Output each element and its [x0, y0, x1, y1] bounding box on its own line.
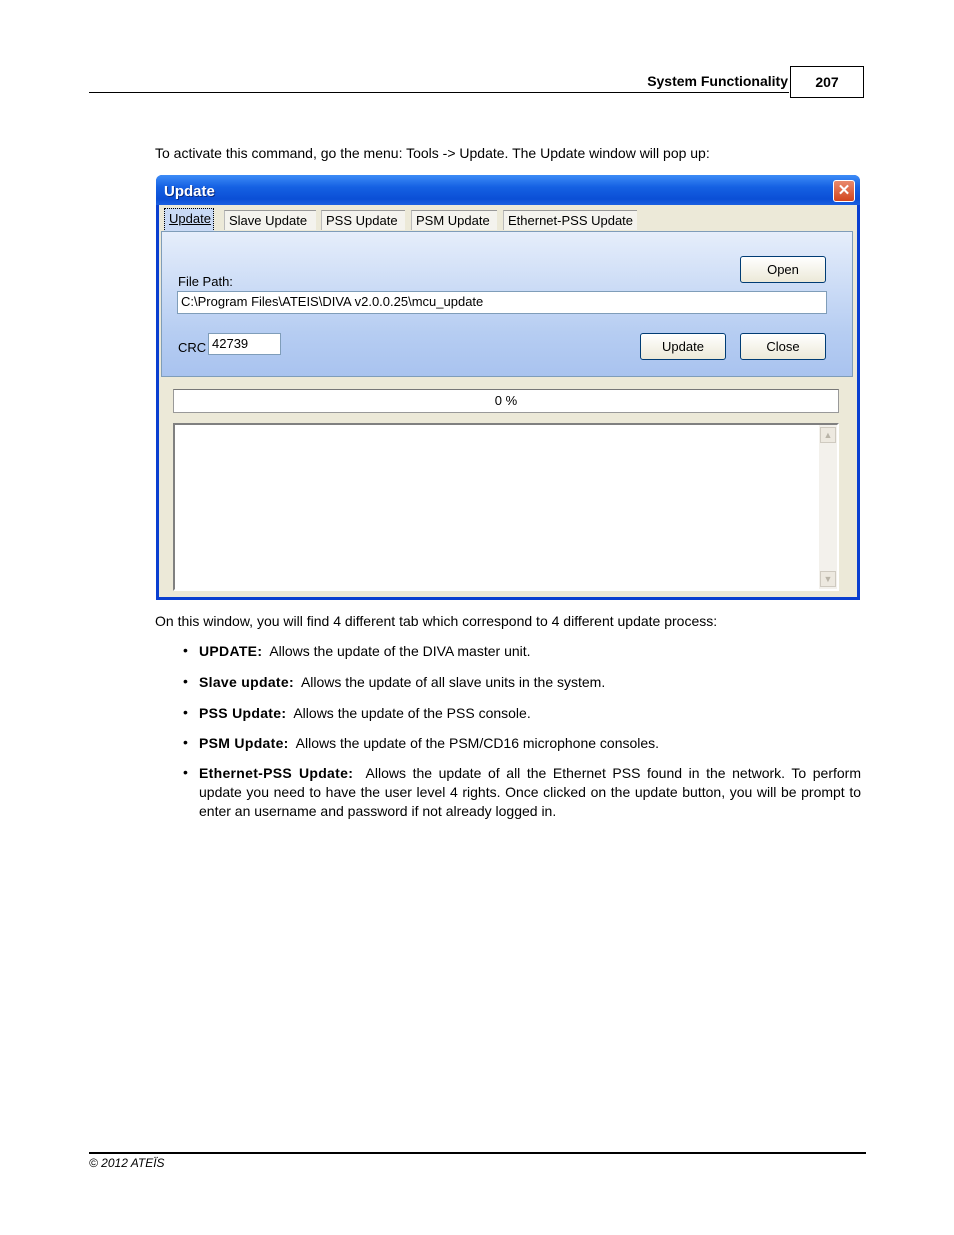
tab-slave-update[interactable]: Slave Update [224, 210, 316, 230]
bullet-term: Slave update: [199, 674, 294, 690]
bullet-icon: • [183, 704, 188, 720]
close-icon[interactable]: ✕ [833, 180, 855, 202]
page-number: 207 [790, 66, 864, 98]
bullet-icon: • [183, 673, 188, 689]
vertical-scrollbar[interactable] [819, 425, 837, 589]
bullet-term: Ethernet-PSS Update: [199, 765, 354, 781]
bullet-icon: • [183, 642, 188, 658]
description-paragraph: On this window, you will find 4 different tab which correspond to 4 different update process: [155, 613, 718, 629]
open-button[interactable]: Open [740, 256, 826, 283]
bullet-term: UPDATE: [199, 643, 263, 659]
intro-paragraph: To activate this command, go the menu: Tools -> Update. The Update window will pop up: [155, 145, 710, 161]
file-path-label: File Path: [178, 274, 233, 289]
update-panel [161, 231, 853, 377]
window-client [159, 205, 857, 597]
tab-pss-update[interactable]: PSS Update [321, 210, 405, 230]
close-button[interactable]: Close [740, 333, 826, 360]
tab-psm-update[interactable]: PSM Update [411, 210, 497, 230]
footer-rule [89, 1152, 866, 1154]
header-rule [89, 92, 789, 93]
log-textarea[interactable] [173, 423, 839, 591]
bullet-text: Allows the update of all the Ethernet PSS found in the network. To perform update you need to have the user level 4 rights. Once clicked on the update button, you will be prompt to enter an username and password if not already logged in. [199, 765, 861, 819]
bullet-text: Allows the update of the DIVA master unit. [269, 643, 531, 659]
title-bar [156, 175, 860, 205]
tab-ethernet-pss-update[interactable]: Ethernet-PSS Update [503, 210, 637, 230]
bullet-term: PSS Update: [199, 705, 287, 721]
tab-update[interactable]: Update [164, 208, 214, 232]
window-title: Update [164, 183, 215, 200]
bullet-term: PSM Update: [199, 735, 289, 751]
progress-bar: 0 % [173, 389, 839, 413]
bullet-text: Allows the update of the PSS console. [293, 705, 531, 721]
bullet-text: Allows the update of the PSM/CD16 microphone consoles. [295, 735, 660, 751]
bullet-icon: • [183, 764, 188, 780]
update-button[interactable]: Update [640, 333, 726, 360]
scroll-up-icon[interactable]: ▲ [820, 427, 836, 443]
footer-copyright: © 2012 ATEÏS [89, 1156, 165, 1170]
crc-label: CRC [178, 340, 207, 355]
scroll-down-icon[interactable]: ▼ [820, 571, 836, 587]
bullet-icon: • [183, 734, 188, 750]
update-window [156, 175, 860, 600]
file-path-input[interactable]: C:\Program Files\ATEIS\DIVA v2.0.0.25\mcu_update [177, 291, 827, 314]
bullet-text: Allows the update of all slave units in the system. [300, 674, 606, 690]
section-title: System Functionality [647, 73, 788, 89]
crc-field[interactable]: 42739 [208, 333, 281, 355]
